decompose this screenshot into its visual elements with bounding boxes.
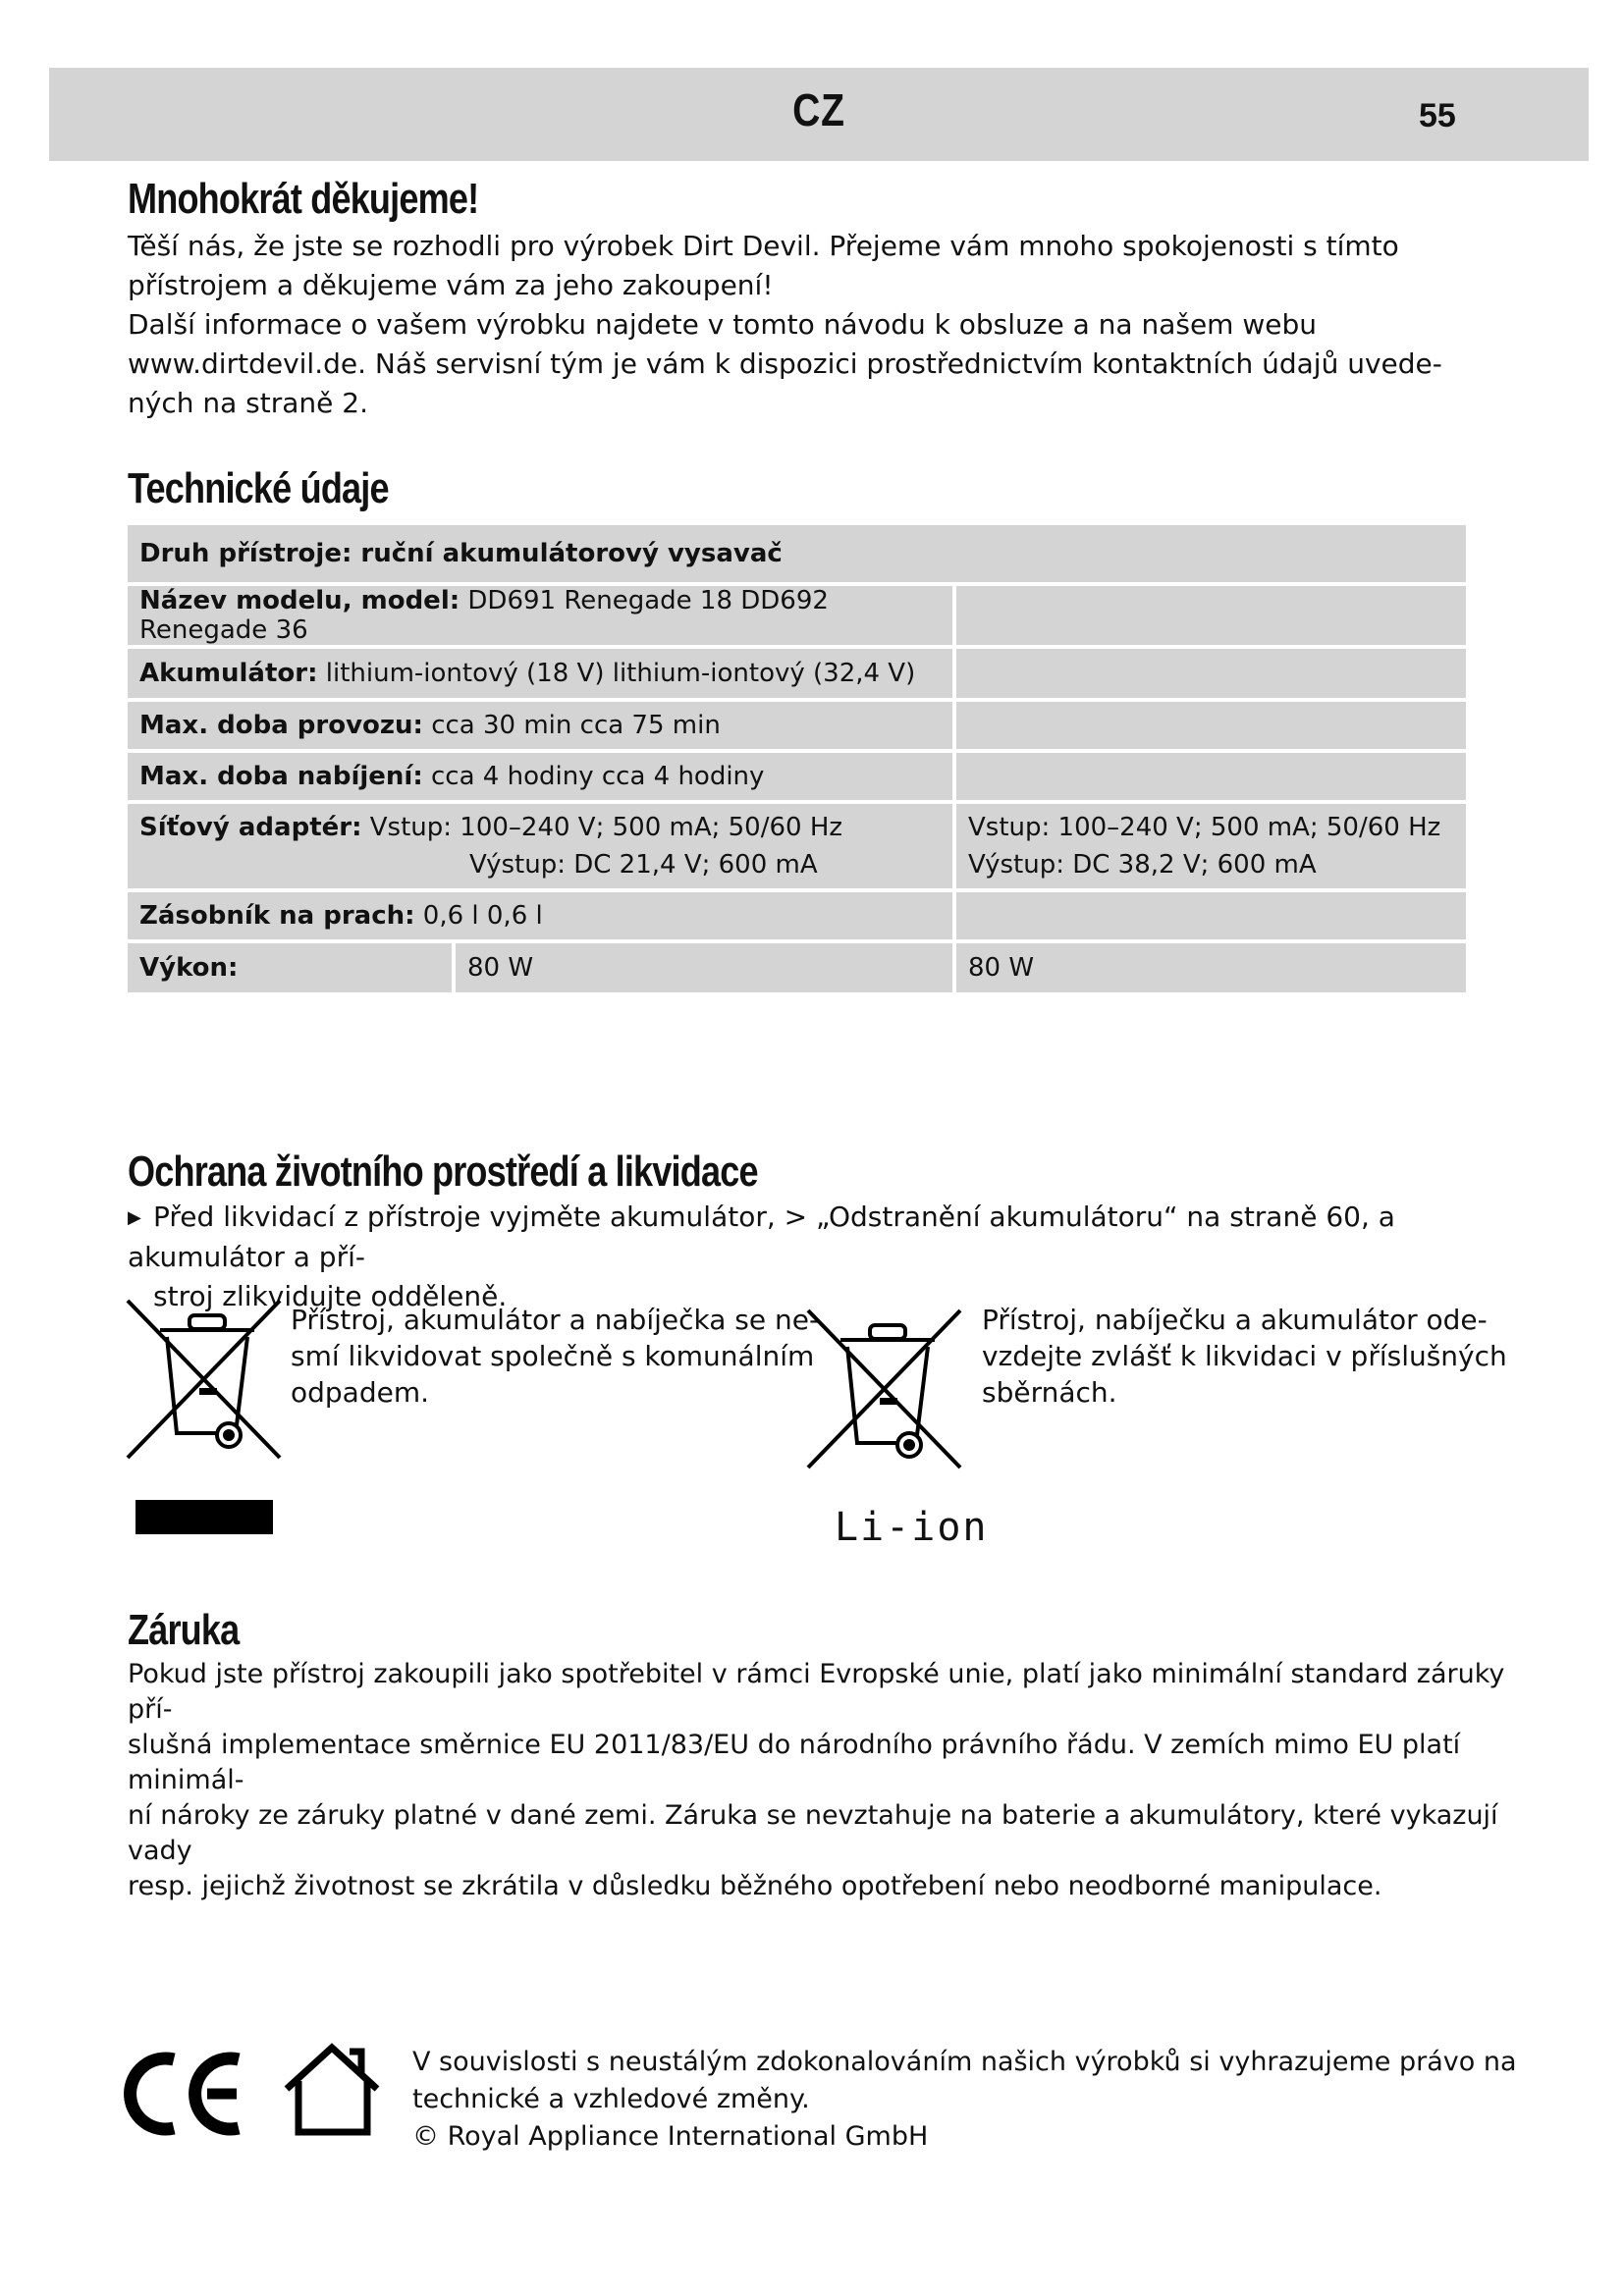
- warranty-paragraph: [128, 1657, 1522, 1904]
- table-row: [128, 892, 1466, 939]
- technical-heading: Technické údaje: [128, 464, 389, 512]
- bullet-text: stroj zlikvidujte odděleně.: [153, 1280, 508, 1312]
- device-type: Druh přístroje: ruční akumulátorový vysavač: [128, 525, 1466, 582]
- warranty-line: ní nároky ze záruky platné v dané zemi. Záruka se nevztahuje na baterie a akumulátory, které vykazují vady: [128, 1800, 1498, 1866]
- table-cell: [128, 804, 952, 888]
- table-cell: 80 W: [452, 943, 952, 992]
- table-cell: [128, 753, 952, 800]
- weee-line: odpadem.: [291, 1376, 430, 1409]
- table-row: [128, 804, 1466, 888]
- technical-table: [128, 521, 1466, 996]
- warranty-heading: Záruka: [128, 1606, 240, 1654]
- disposal-bullet: [128, 1198, 1483, 1316]
- row-value: lithium-iontový (18 V) lithium-iontový (32,4 V): [317, 659, 916, 688]
- li-ion-label: Li-ion: [835, 1505, 989, 1550]
- table-row: [128, 943, 1466, 992]
- row-value: cca 4 hodiny cca 4 hodiny: [422, 762, 765, 791]
- table-cell: 80 W: [952, 943, 1466, 992]
- thanks-line: Další informace o vašem výrobku najdete v tomto návodu k obsluze a na našem webu: [128, 308, 1317, 341]
- row-label: Zásobník na prach:: [139, 901, 415, 931]
- thanks-line: ných na straně 2.: [128, 387, 368, 419]
- table-cell: [952, 586, 1466, 645]
- thanks-paragraph: [128, 227, 1502, 423]
- ce-mark-icon: [123, 2050, 250, 2138]
- house-indoor-use-icon: [281, 2042, 384, 2140]
- row-value: 0,6 l 0,6 l: [414, 901, 543, 931]
- row-value: Vstup: 100–240 V; 500 mA; 50/60 Hz: [361, 813, 843, 842]
- weee-crossed-bin-icon: [803, 1306, 965, 1472]
- thanks-heading: Mnohokrát děkujeme!: [128, 175, 479, 223]
- header-bar: [49, 68, 1589, 161]
- row-label: Síťový adaptér:: [139, 813, 362, 842]
- bullet-triangle-icon: ▶: [128, 1207, 141, 1228]
- black-bar-mark: [135, 1500, 273, 1534]
- table-row: [128, 702, 1466, 749]
- row-value: Vstup: 100–240 V; 500 mA; 50/60 Hz: [968, 813, 1441, 842]
- table-cell: [128, 702, 952, 749]
- table-cell: [128, 892, 952, 939]
- footer-line: V souvislosti s neustálým zdokonalováním našich výrobků si vyhrazujeme právo na: [412, 2047, 1517, 2077]
- weee-line: sběrnách.: [982, 1376, 1117, 1409]
- thanks-line: Těší nás, že jste se rozhodli pro výrobek Dirt Devil. Přejeme vám mnoho spokojenosti s tímto: [128, 230, 1399, 262]
- page-number: 55: [1419, 97, 1456, 134]
- row-label: Název modelu, model:: [139, 586, 460, 615]
- thanks-line: www.dirtdevil.de. Náš servisní tým je vám k dispozici prostřednictvím kontaktních údajů uvede-: [128, 347, 1442, 380]
- weee-line: smí likvidovat společně s komunálním: [291, 1340, 815, 1372]
- warranty-line: Pokud jste přístroj zakoupili jako spotřebitel v rámci Evropské unie, platí jako minimální standard záruky pří-: [128, 1659, 1505, 1725]
- table-cell: [952, 702, 1466, 749]
- table-cell: [128, 649, 952, 698]
- row-label: Výkon:: [128, 943, 452, 992]
- table-row: [128, 586, 1466, 645]
- language-code: CZ: [792, 84, 845, 135]
- weee-line: vzdejte zvlášť k likvidaci v příslušných: [982, 1340, 1507, 1372]
- row-value: DD691 Renegade 18 DD692 Renegade 36: [139, 586, 829, 645]
- table-cell: [128, 586, 952, 645]
- warranty-line: slušná implementace směrnice EU 2011/83/EU do národního právního řádu. V zemích mimo EU platí minimál-: [128, 1730, 1461, 1795]
- warranty-line: resp. jejichž životnost se zkrátila v důsledku běžného opotřebení nebo neodborné manipulace.: [128, 1871, 1382, 1901]
- table-cell: [952, 892, 1466, 939]
- weee-crossed-bin-icon: [123, 1296, 285, 1463]
- table-cell: [952, 649, 1466, 698]
- table-cell: [952, 804, 1466, 888]
- weee-text-2: [982, 1302, 1507, 1411]
- row-label: Max. doba nabíjení:: [139, 762, 423, 791]
- weee-text-1: [291, 1302, 819, 1411]
- environment-heading: Ochrana životního prostředí a likvidace: [128, 1148, 758, 1196]
- weee-line: Přístroj, akumulátor a nabíječka se ne-: [291, 1304, 820, 1336]
- footer-line: © Royal Appliance International GmbH: [412, 2121, 929, 2152]
- table-row: [128, 753, 1466, 800]
- row-value: Výstup: DC 38,2 V; 600 mA: [968, 850, 1317, 880]
- row-value: Výstup: DC 21,4 V; 600 mA: [469, 850, 818, 880]
- bullet-text: Před likvidací z přístroje vyjměte akumulátor, > „Odstranění akumulátoru“ na straně 60, a akumulátor a pří-: [128, 1201, 1395, 1273]
- row-value: cca 30 min cca 75 min: [422, 711, 721, 740]
- table-row: [128, 525, 1466, 582]
- thanks-line: přístrojem a děkujeme vám za jeho zakoupení!: [128, 269, 774, 301]
- row-label: Akumulátor:: [139, 659, 318, 688]
- footer-text: [412, 2044, 1517, 2156]
- table-cell: [952, 753, 1466, 800]
- row-label: Max. doba provozu:: [139, 711, 423, 740]
- table-row: [128, 649, 1466, 698]
- weee-line: Přístroj, nabíječku a akumulátor ode-: [982, 1304, 1488, 1336]
- footer-line: technické a vzhledové změny.: [412, 2084, 810, 2114]
